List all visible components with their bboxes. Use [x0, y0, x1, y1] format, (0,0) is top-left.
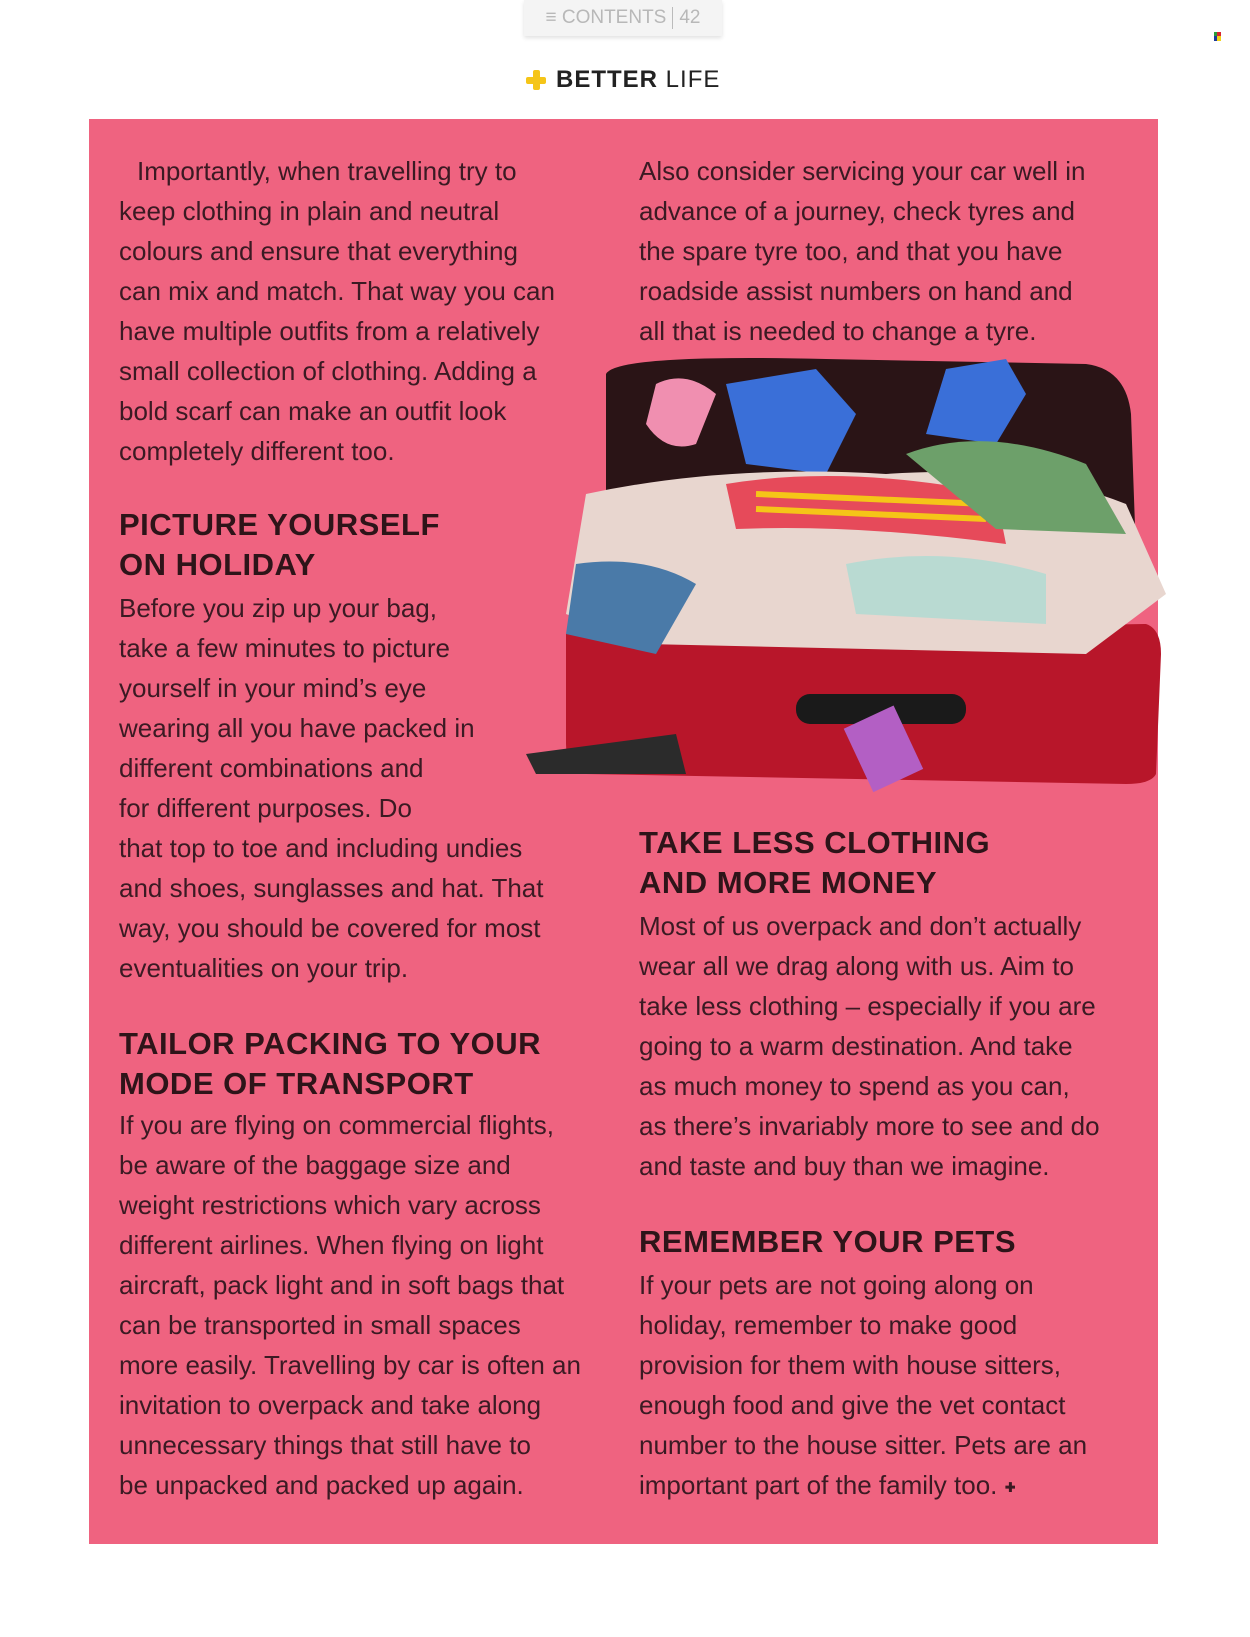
text-line: way, you should be covered for most [119, 913, 541, 943]
text-line: enough food and give the vet contact [639, 1390, 1066, 1420]
text-line: can mix and match. That way you can [119, 276, 555, 306]
text-line: for different purposes. Do [119, 793, 412, 823]
suitcase-image [526, 354, 1240, 824]
text-line: take a few minutes to picture [119, 633, 450, 663]
heading-remember-pets [639, 1222, 1016, 1262]
heading-line: REMEMBER YOUR PETS [639, 1224, 1017, 1259]
color-flag-icon [1214, 32, 1221, 41]
text-line: that top to toe and including undies [119, 833, 523, 863]
heading-line: AND MORE MONEY [639, 865, 938, 900]
text-line: holiday, remember to make good [639, 1310, 1018, 1340]
section-title [526, 66, 720, 94]
text-line: completely different too. [119, 436, 395, 466]
text-line: roadside assist numbers on hand and [639, 276, 1073, 306]
text-line: If you are flying on commercial flights, [119, 1110, 554, 1140]
paragraph-tailor-packing [119, 1105, 581, 1505]
paragraph-remember-pets [639, 1265, 1087, 1505]
text-line: Also consider servicing your car well in [639, 156, 1086, 186]
text-line: Importantly, when travelling try to [137, 156, 517, 186]
plus-icon [526, 70, 546, 90]
heading-take-less-clothing [639, 823, 990, 903]
text-line: different combinations and [119, 753, 424, 783]
text-line: advance of a journey, check tyres and [639, 196, 1075, 226]
text-line: invitation to overpack and take along [119, 1390, 542, 1420]
heading-line: TAILOR PACKING TO YOUR [119, 1026, 542, 1061]
text-line: keep clothing in plain and neutral [119, 196, 500, 226]
text-line: eventualities on your trip. [119, 953, 409, 983]
heading-line: MODE OF TRANSPORT [119, 1066, 474, 1101]
text-line: yourself in your mind’s eye [119, 673, 427, 703]
paragraph-take-less-clothing [639, 906, 1100, 1186]
text-line: bold scarf can make an outfit look [119, 396, 507, 426]
heading-line: TAKE LESS CLOTHING [639, 825, 991, 860]
text-line: Before you zip up your bag, [119, 593, 437, 623]
text-line: be aware of the baggage size and [119, 1150, 511, 1180]
text-line: different airlines. When flying on light [119, 1230, 544, 1260]
text-line: be unpacked and packed up again. [119, 1470, 524, 1500]
text-line: and shoes, sunglasses and hat. That [119, 873, 544, 903]
text-line: all that is needed to change a tyre. [639, 316, 1037, 346]
section-title-bold: BETTER [556, 66, 658, 93]
heading-line: PICTURE YOURSELF [119, 507, 440, 542]
heading-line: ON HOLIDAY [119, 547, 316, 582]
text-line: wear all we drag along with us. Aim to [639, 951, 1074, 981]
text-line: colours and ensure that everything [119, 236, 518, 266]
text-line: as there’s invariably more to see and do [639, 1111, 1100, 1141]
heading-tailor-packing [119, 1024, 541, 1104]
text-line: weight restrictions which vary across [119, 1190, 541, 1220]
intro-paragraph-right [639, 151, 1086, 351]
page-number: 42 [679, 7, 701, 28]
text-line: and taste and buy than we imagine. [639, 1151, 1050, 1181]
text-line: Most of us overpack and don’t actually [639, 911, 1082, 941]
intro-paragraph-left [119, 151, 555, 471]
text-line: wearing all you have packed in [119, 713, 475, 743]
end-mark-icon [1005, 1482, 1015, 1492]
text-line: more easily. Travelling by car is often an [119, 1350, 581, 1380]
text-line: as much money to spend as you can, [639, 1071, 1070, 1101]
text-line: If your pets are not going along on [639, 1270, 1034, 1300]
contents-label: ≡ CONTENTS [545, 7, 667, 28]
heading-picture-yourself [119, 505, 440, 585]
section-title-light: LIFE [665, 66, 721, 93]
text-line: can be transported in small spaces [119, 1310, 521, 1340]
text-line: number to the house sitter. Pets are an [639, 1430, 1088, 1460]
text-line: small collection of clothing. Adding a [119, 356, 537, 386]
contents-button[interactable] [524, 0, 722, 36]
text-line: have multiple outfits from a relatively [119, 316, 540, 346]
text-line: provision for them with house sitters, [639, 1350, 1061, 1380]
text-line: take less clothing – especially if you are [639, 991, 1096, 1021]
text-line: the spare tyre too, and that you have [639, 236, 1063, 266]
paragraph-picture-yourself [119, 588, 543, 988]
divider [672, 7, 673, 29]
text-line: going to a warm destination. And take [639, 1031, 1073, 1061]
text-line: aircraft, pack light and in soft bags that [119, 1270, 565, 1300]
text-line: unnecessary things that still have to [119, 1430, 531, 1460]
text-line: important part of the family too. [639, 1470, 998, 1500]
